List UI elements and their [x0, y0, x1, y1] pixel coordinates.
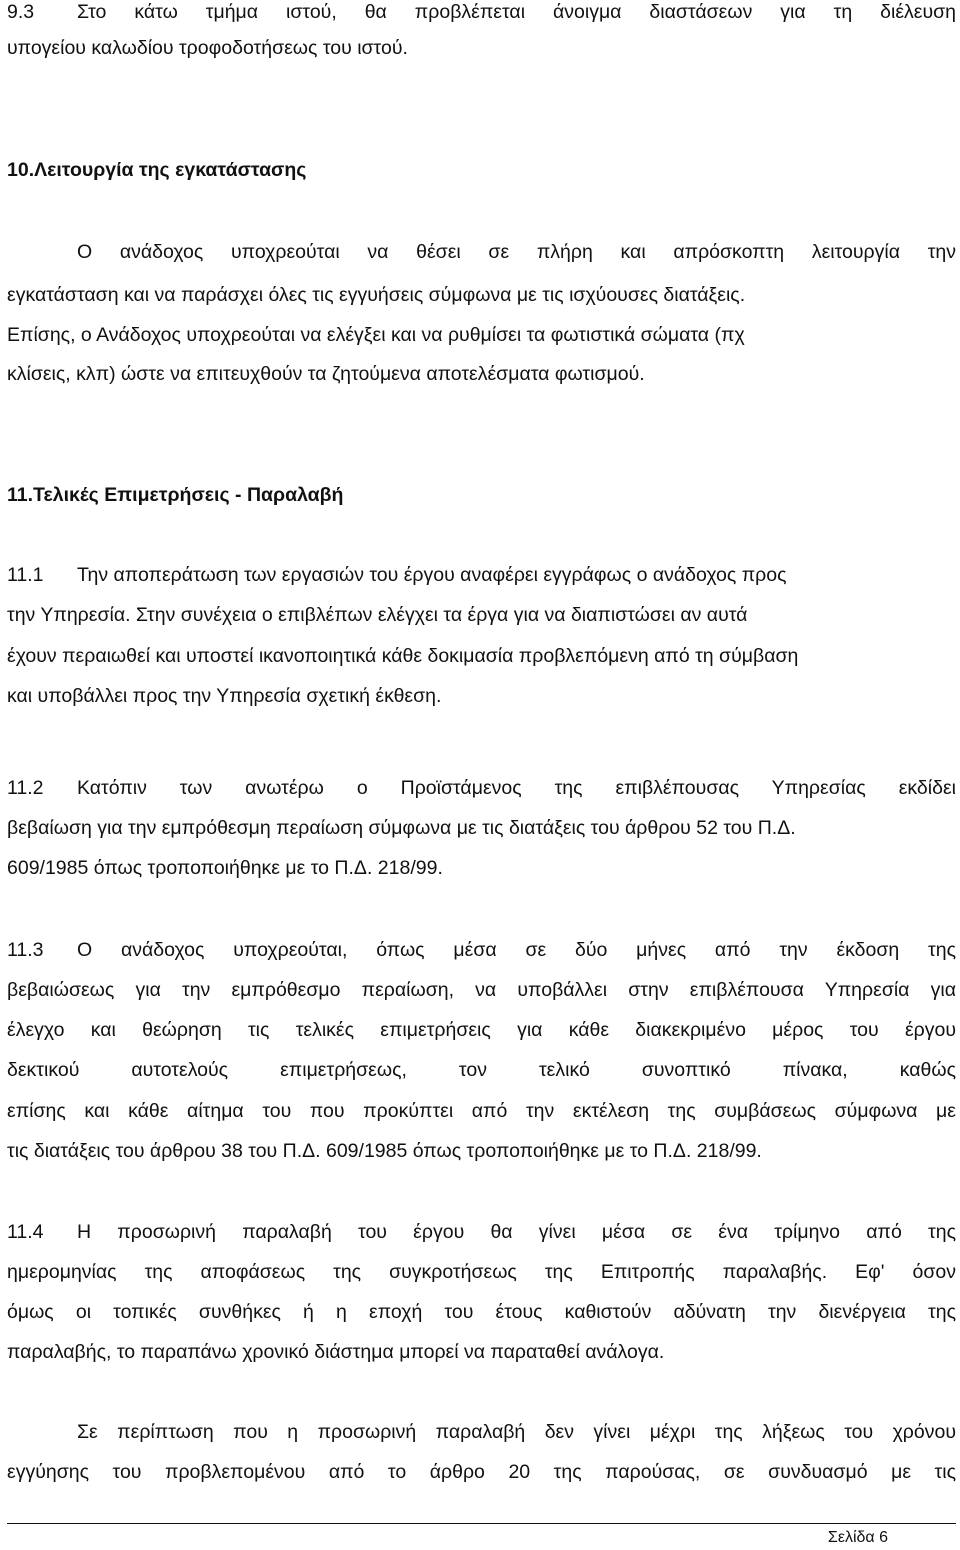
paragraph-text: Η προσωρινή παραλαβή του έργου θα γίνει μέσα σε ένα τρίμηνο από της: [77, 1221, 956, 1243]
section-11-3-line-5: επίσης και κάθε αίτημα του που προκύπτει από την εκτέλεση της συμβάσεως σύμφωνα με: [7, 1100, 956, 1122]
paragraph-number: 11.4: [7, 1221, 44, 1243]
paragraph-number: 11.3: [7, 939, 44, 961]
section-11-heading: 11.Τελικές Επιμετρήσεις - Παραλαβή: [7, 484, 344, 506]
section-11-3-line-1: [7, 936, 956, 964]
paragraph-number: 11.2: [7, 777, 44, 799]
section-11-2-line-1: [7, 774, 956, 802]
section-10-line-1: Ο ανάδοχος υποχρεούται να θέσει σε πλήρη και απρόσκοπτη λειτουργία την: [77, 241, 956, 263]
section-11-2-line-3: 609/1985 όπως τροποποιήθηκε με το Π.Δ. 218/99.: [7, 857, 443, 879]
section-11-4-line-1: [7, 1218, 956, 1246]
section-11-1-line-1: [7, 561, 956, 589]
section-10-line-4: κλίσεις, κλπ) ώστε να επιτευχθούν τα ζητούμενα αποτελέσματα φωτισμού.: [7, 363, 645, 385]
section-11-4-line-4: παραλαβής, το παραπάνω χρονικό διάστημα μπορεί να παραταθεί ανάλογα.: [7, 1341, 665, 1363]
section-10-line-2: εγκατάσταση και να παράσχει όλες τις εγγυήσεις σύμφωνα με τις ισχύουσες διατάξεις.: [7, 284, 746, 306]
section-11-2-line-2: βεβαίωση για την εμπρόθεσμη περαίωση σύμφωνα με τις διατάξεις του άρθρου 52 του Π.Δ.: [7, 817, 796, 839]
page-number: Σελίδα 6: [827, 1529, 888, 1546]
section-10-line-3: Επίσης, ο Ανάδοχος υποχρεούται να ελέγξει και να ρυθμίσει τα φωτιστικά σώματα (πχ: [7, 324, 745, 346]
section-11-4-line-2: ημερομηνίας της αποφάσεως της συγκροτήσεως της Επιτροπής παραλαβής. Εφ' όσον: [7, 1261, 956, 1283]
section-11-1-line-4: και υποβάλλει προς την Υπηρεσία σχετική έκθεση.: [7, 685, 442, 707]
section-9-3-line-2: υπογείου καλωδίου τροφοδοτήσεως του ιστού.: [7, 37, 408, 59]
section-10-heading: 10.Λειτουργία της εγκατάστασης: [7, 159, 307, 181]
section-11-4-line-3: όμως οι τοπικές συνθήκες ή η εποχή του έτους καθιστούν αδύνατη την διενέργεια της: [7, 1301, 956, 1323]
paragraph-number: 9.3: [7, 1, 35, 23]
section-11-1-line-2: την Υπηρεσία. Στην συνέχεια ο επιβλέπων ελέγχει τα έργα για να διαπιστώσει αν αυτά: [7, 604, 748, 626]
paragraph-text: Στο κάτω τμήμα ιστού, θα προβλέπεται άνοιγμα διαστάσεων για τη διέλευση: [77, 1, 956, 23]
section-11-3-line-4: δεκτικού αυτοτελούς επιμετρήσεως, τον τελικό συνοπτικό πίνακα, καθώς: [7, 1059, 956, 1081]
section-11-3-line-3: έλεγχο και θεώρηση τις τελικές επιμετρήσεις για κάθε διακεκριμένο μέρος του έργου: [7, 1019, 956, 1041]
section-9-3-line-1: [7, 0, 956, 26]
paragraph-number: 11.1: [7, 564, 44, 586]
section-11-1-line-3: έχουν περαιωθεί και υποστεί ικανοποιητικά κάθε δοκιμασία προβλεπόμενη από τη σύμβαση: [7, 645, 799, 667]
footer-rule: [7, 1523, 956, 1524]
section-11-5-line-1: Σε περίπτωση που η προσωρινή παραλαβή δεν γίνει μέχρι της λήξεως του χρόνου: [77, 1421, 956, 1443]
section-11-5-line-2: εγγύησης του προβλεπομένου από το άρθρο 20 της παρούσας, σε συνδυασμό με τις: [7, 1461, 956, 1483]
section-11-3-line-2: βεβαιώσεως για την εμπρόθεσμο περαίωση, να υποβάλλει στην επιβλέπουσα Υπηρεσία για: [7, 979, 956, 1001]
paragraph-text: Κατόπιν των ανωτέρω ο Προϊστάμενος της επιβλέπουσας Υπηρεσίας εκδίδει: [77, 777, 956, 799]
section-11-3-line-6: τις διατάξεις του άρθρου 38 του Π.Δ. 609/1985 όπως τροποποιήθηκε με το Π.Δ. 218/99.: [7, 1140, 762, 1162]
paragraph-text: Ο ανάδοχος υποχρεούται, όπως μέσα σε δύο μήνες από την έκδοση της: [77, 939, 956, 961]
paragraph-text: Την αποπεράτωση των εργασιών του έργου αναφέρει εγγράφως ο ανάδοχος προς: [77, 564, 787, 586]
